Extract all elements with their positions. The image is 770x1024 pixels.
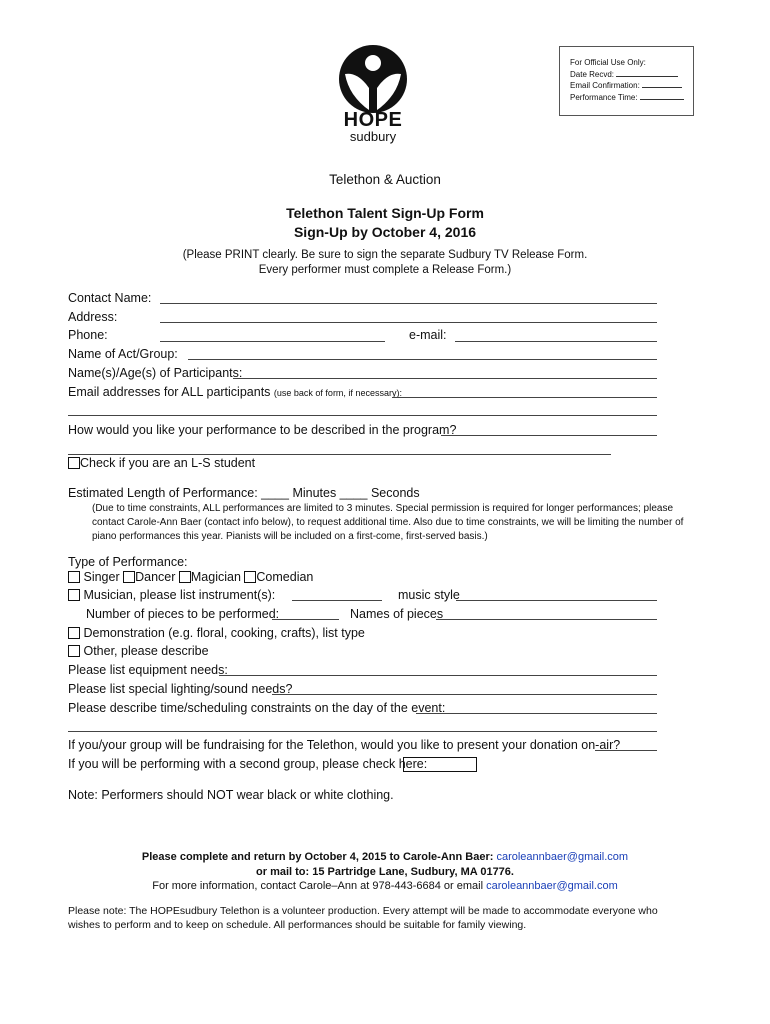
demo-checkbox[interactable]	[68, 627, 80, 639]
singer-checkbox[interactable]	[68, 571, 80, 583]
music-style-label: music style	[398, 588, 460, 602]
pieces-label: Number of pieces to be performed:	[86, 607, 280, 621]
participants-field[interactable]	[233, 378, 657, 379]
constraints-extra-field[interactable]	[68, 731, 657, 732]
time-constraints-note: (Due to time constraints, ALL performances are limited to 3 minutes. Special permission is required for longer performances; please contact Carole-Ann Baer (contact info below), to request additional time. Also due to time constraints, we will be limiting the number of piano performances this year. Pianists will be included on a first-come, first-served basis.)	[92, 503, 684, 542]
form-title-line: Telethon Talent Sign-Up Form	[286, 205, 484, 221]
other-checkbox[interactable]	[68, 645, 80, 657]
official-date: Date Recvd:	[570, 69, 693, 81]
logo-text	[330, 110, 416, 144]
donation-field[interactable]	[595, 750, 657, 751]
event-name: Telethon & Auction	[329, 172, 441, 187]
footer-note: Please note: The HOPEsudbury Telethon is a volunteer production. Every attempt will be made to accommodate everyone who wishes to perform and to keep on schedule. All performances should be suitable for family viewing.	[68, 905, 658, 931]
footer-info-line	[0, 879, 770, 894]
participants-label: Name(s)/Age(s) of Participants:	[68, 366, 243, 380]
hope-logo-icon	[336, 44, 410, 114]
other-row	[68, 644, 209, 658]
emails-all-label	[68, 385, 402, 399]
donation-label: If you/your group will be fundraising for the Telethon, would you like to present your donation on-air?	[68, 738, 621, 752]
ls-student-row	[68, 456, 255, 470]
magician-label: Magician	[190, 570, 241, 584]
demo-label: Demonstration (e.g. floral, cooking, crafts), list type	[83, 626, 365, 640]
dancer-label: Dancer	[135, 570, 176, 584]
musician-checkbox[interactable]	[68, 589, 80, 601]
contact-name-field[interactable]	[160, 303, 657, 304]
email-field[interactable]	[455, 341, 657, 342]
dancer-checkbox[interactable]	[123, 571, 135, 583]
footer-return-block	[0, 850, 770, 894]
phone-field[interactable]	[160, 341, 385, 342]
equipment-label: Please list equipment needs:	[68, 663, 228, 677]
act-name-field[interactable]	[188, 359, 657, 360]
footer-info-email-link[interactable]: caroleannbaer@gmail.com	[486, 880, 618, 892]
phone-label: Phone:	[68, 328, 108, 342]
length-label: Estimated Length of Performance: ____ Minutes ____ Seconds	[68, 486, 420, 500]
type-options-row	[68, 570, 313, 584]
official-use-box	[559, 46, 694, 116]
footer-return-line	[0, 850, 770, 865]
musician-label: Musician, please list instrument(s):	[83, 588, 276, 602]
comedian-checkbox[interactable]	[244, 571, 256, 583]
emails-all-text: Email addresses for ALL participants	[68, 385, 271, 399]
emails-extra-field[interactable]	[68, 415, 657, 416]
lighting-field[interactable]	[272, 694, 657, 695]
comedian-label: Comedian	[256, 570, 314, 584]
describe-field[interactable]	[441, 435, 657, 436]
demo-row	[68, 626, 365, 640]
ls-student-label: Check if you are an L-S student	[80, 456, 256, 470]
form-title	[0, 204, 770, 242]
music-style-field[interactable]	[456, 600, 657, 601]
official-email: Email Confirmation:	[570, 80, 693, 92]
second-group-label: If you will be performing with a second group, please check here:	[68, 757, 428, 771]
contact-name-label: Contact Name:	[68, 291, 152, 305]
type-label: Type of Performance:	[68, 555, 188, 569]
second-group-checkbox[interactable]	[403, 757, 477, 772]
instrument-field[interactable]	[292, 600, 382, 601]
names-pieces-field[interactable]	[436, 619, 657, 620]
describe-label: How would you like your performance to be described in the program?	[68, 423, 457, 437]
email-label: e-mail:	[409, 328, 447, 342]
describe-extra-field[interactable]	[68, 454, 611, 455]
names-pieces-label: Names of pieces	[350, 607, 444, 621]
address-label: Address:	[68, 310, 118, 324]
footer-email-link[interactable]: caroleannbaer@gmail.com	[496, 851, 629, 863]
constraints-label: Please describe time/scheduling constraints on the day of the event:	[68, 701, 446, 715]
ls-student-checkbox[interactable]	[68, 457, 80, 469]
official-performance: Performance Time:	[570, 92, 693, 104]
header-note-line-2: Every performer must complete a Release Form.)	[258, 264, 512, 276]
constraints-field[interactable]	[416, 713, 657, 714]
logo-sub: sudbury	[349, 129, 397, 144]
address-field[interactable]	[160, 322, 657, 323]
pieces-field[interactable]	[272, 619, 339, 620]
header-note-line-1: (Please PRINT clearly. Be sure to sign the separate Sudbury TV Release Form.	[182, 249, 588, 261]
emails-all-field[interactable]	[392, 397, 657, 398]
footer-info-text: For more information, contact Carole–Ann at 978-443-6684 or email	[152, 880, 484, 892]
footer-mail-line: or mail to: 15 Partridge Lane, Sudbury, MA 01776.	[256, 865, 514, 878]
singer-label: Singer	[83, 570, 120, 584]
lighting-label: Please list special lighting/sound needs?	[68, 682, 293, 696]
other-label: Other, please describe	[83, 644, 209, 658]
emails-all-note: (use back of form, if necessary):	[273, 388, 402, 398]
official-title: For Official Use Only:	[570, 58, 646, 67]
footer-return-text: Please complete and return by October 4, 2015 to Carole-Ann Baer:	[141, 851, 494, 863]
musician-row	[68, 588, 275, 602]
equipment-field[interactable]	[219, 675, 657, 676]
logo-name: HOPE	[343, 109, 403, 131]
magician-checkbox[interactable]	[179, 571, 191, 583]
header-note	[0, 248, 770, 278]
form-deadline: Sign-Up by October 4, 2016	[293, 224, 477, 240]
act-name-label: Name of Act/Group:	[68, 347, 178, 361]
clothing-note: Note: Performers should NOT wear black or white clothing.	[68, 788, 394, 802]
